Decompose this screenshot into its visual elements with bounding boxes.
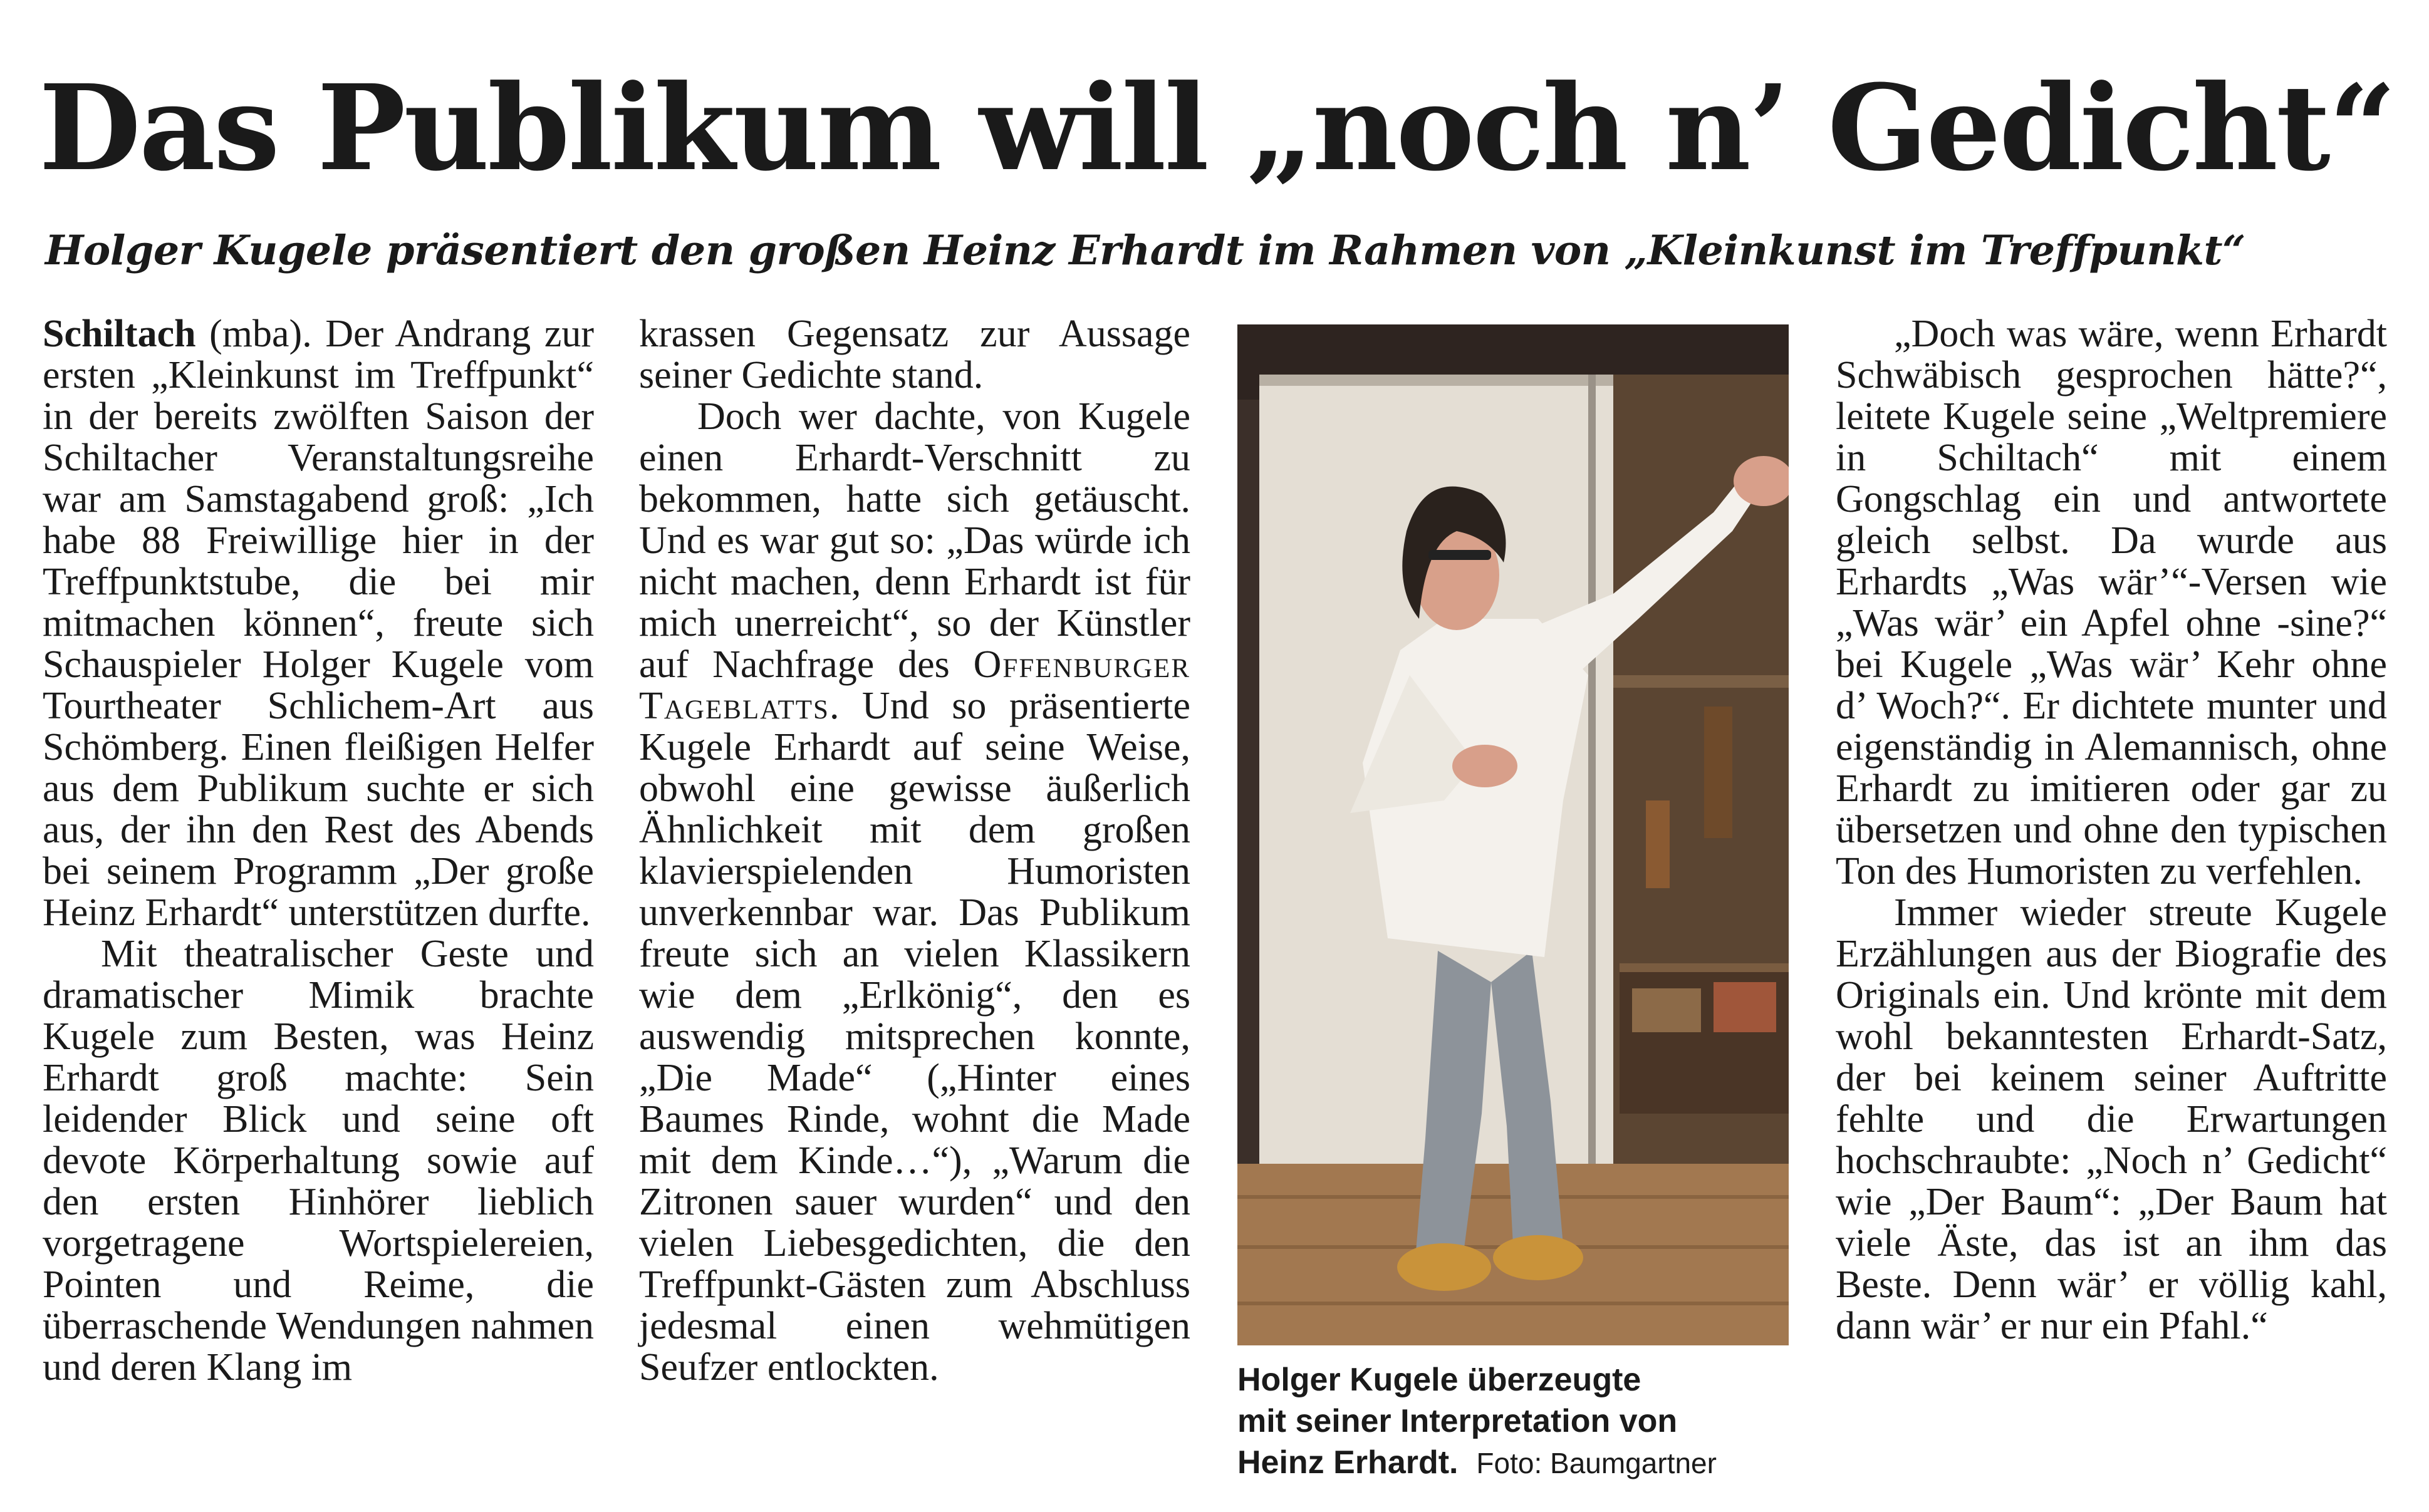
article-photo [1237, 324, 1789, 1345]
paragraph [43, 313, 594, 933]
caption-line: mit seiner Interpretation von [1237, 1403, 1678, 1439]
paragraph: Mit theatralischer Geste und dramatischer Mimik brachte Kugele zum Besten, was Heinz Erhardt groß machte: Sein leidender Blick und seine oft devote Körperhaltung sowie auf den ersten Hinhörer lieblich vorgetragene Wortspielereien, Pointen und Reime, die überraschende Wendungen nahmen und deren Klang im [43, 933, 594, 1389]
paragraph [639, 396, 1190, 1388]
headline: Das Publikum will „noch n’ Gedicht“ [39, 59, 2395, 197]
dateline: Schiltach [43, 313, 196, 355]
article-column-1 [43, 313, 594, 1388]
paragraph-text: . Und so präsentierte Kugele Erhardt auf seine Weise, obwohl eine gewisse äußerlich Ähnlichkeit mit dem großen klavierspielenden Humoristen unverkennbar war. Das Publikum freute sich an vielen Klassikern wie dem „Erlkönig“, den es auswendig mitsprechen konnte, „Die Made“ („Hinter eines Baumes Rinde, wohnt die Made mit dem Kinde…“), „Warum die Zitronen sauer wurden“ und den vielen Liebesgedichten, die den Treffpunkt-Gästen zum Abschluss jedesmal einen wehmütigen Seufzer entlockten. [639, 685, 1190, 1389]
subtitle: Holger Kugele präsentiert den großen Heinz Erhardt im Rahmen von „Kleinkunst im Treffpunkt“ [45, 227, 2245, 274]
newspaper-name: Offenburger Tageblatts [639, 643, 1190, 727]
article-column-4 [1836, 313, 2387, 1347]
paragraph-text: (mba). Der Andrang zur ersten „Kleinkunst im Treffpunkt“ in der bereits zwölften Saison der Schiltacher Veranstaltungsreihe war am Samstagabend groß: „Ich habe 88 Freiwillige hier in der Treffpunktstube, die bei mir mitmachen können“, freute sich Schauspieler Holger Kugele vom Tourtheater Schlichem-Art aus Schömberg. Einen fleißigen Helfer aus dem Publikum suchte er sich aus, der ihn den Rest des Abends bei seinem Programm „Der große Heinz Erhardt“ unterstützen durfte. [43, 313, 594, 934]
photo-credit: Foto: Baumgartner [1476, 1447, 1717, 1479]
performer-photo [1237, 324, 1789, 1345]
caption-line-last [1237, 1442, 1801, 1484]
paragraph: krassen Gegensatz zur Aussage seiner Gedichte stand. [639, 313, 1190, 396]
photo-caption [1237, 1359, 1801, 1484]
caption-line: Holger Kugele überzeugte [1237, 1362, 1641, 1398]
paragraph-text: Doch wer dachte, von Kugele einen Erhardt-Verschnitt zu bekommen, hatte sich getäuscht. Und es war gut so: „Das würde ich nicht machen, denn Erhardt ist für mich unerreicht“, so der Künstler auf Nachfrage des [639, 395, 1190, 686]
article-column-2 [639, 313, 1190, 1388]
paragraph: „Doch was wäre, wenn Erhardt Schwäbisch gesprochen hätte?“, leitete Kugele seine „Weltpremiere in Schiltach“ mit einem Gongschlag ein und antwortete gleich selbst. Da wurde aus Erhardts „Was wär’“-Versen wie „Was wär’ ein Apfel ohne -sine?“ bei Kugele „Was wär’ Kehr ohne d’ Woch?“. Er dichtete munter und eigenständig in Alemannisch, ohne Erhardt zu imitieren oder gar zu übersetzen und ohne den typischen Ton des Humoristen zu verfehlen. [1836, 313, 2387, 893]
caption-text: Heinz Erhardt. [1237, 1444, 1459, 1481]
paragraph: Immer wieder streute Kugele Erzählungen aus der Biografie des Originals ein. Und krönte mit dem wohl bekanntesten Erhardt-Satz, der bei keinem seiner Auftritte fehlte und die Erwartungen hochschraubte: „Noch n’ Gedicht“ wie „Der Baum“: „Der Baum hat viele Äste, das ist an ihm das Beste. Denn wär’ er völlig kahl, dann wär’ er nur ein Pfahl.“ [1836, 891, 2387, 1347]
